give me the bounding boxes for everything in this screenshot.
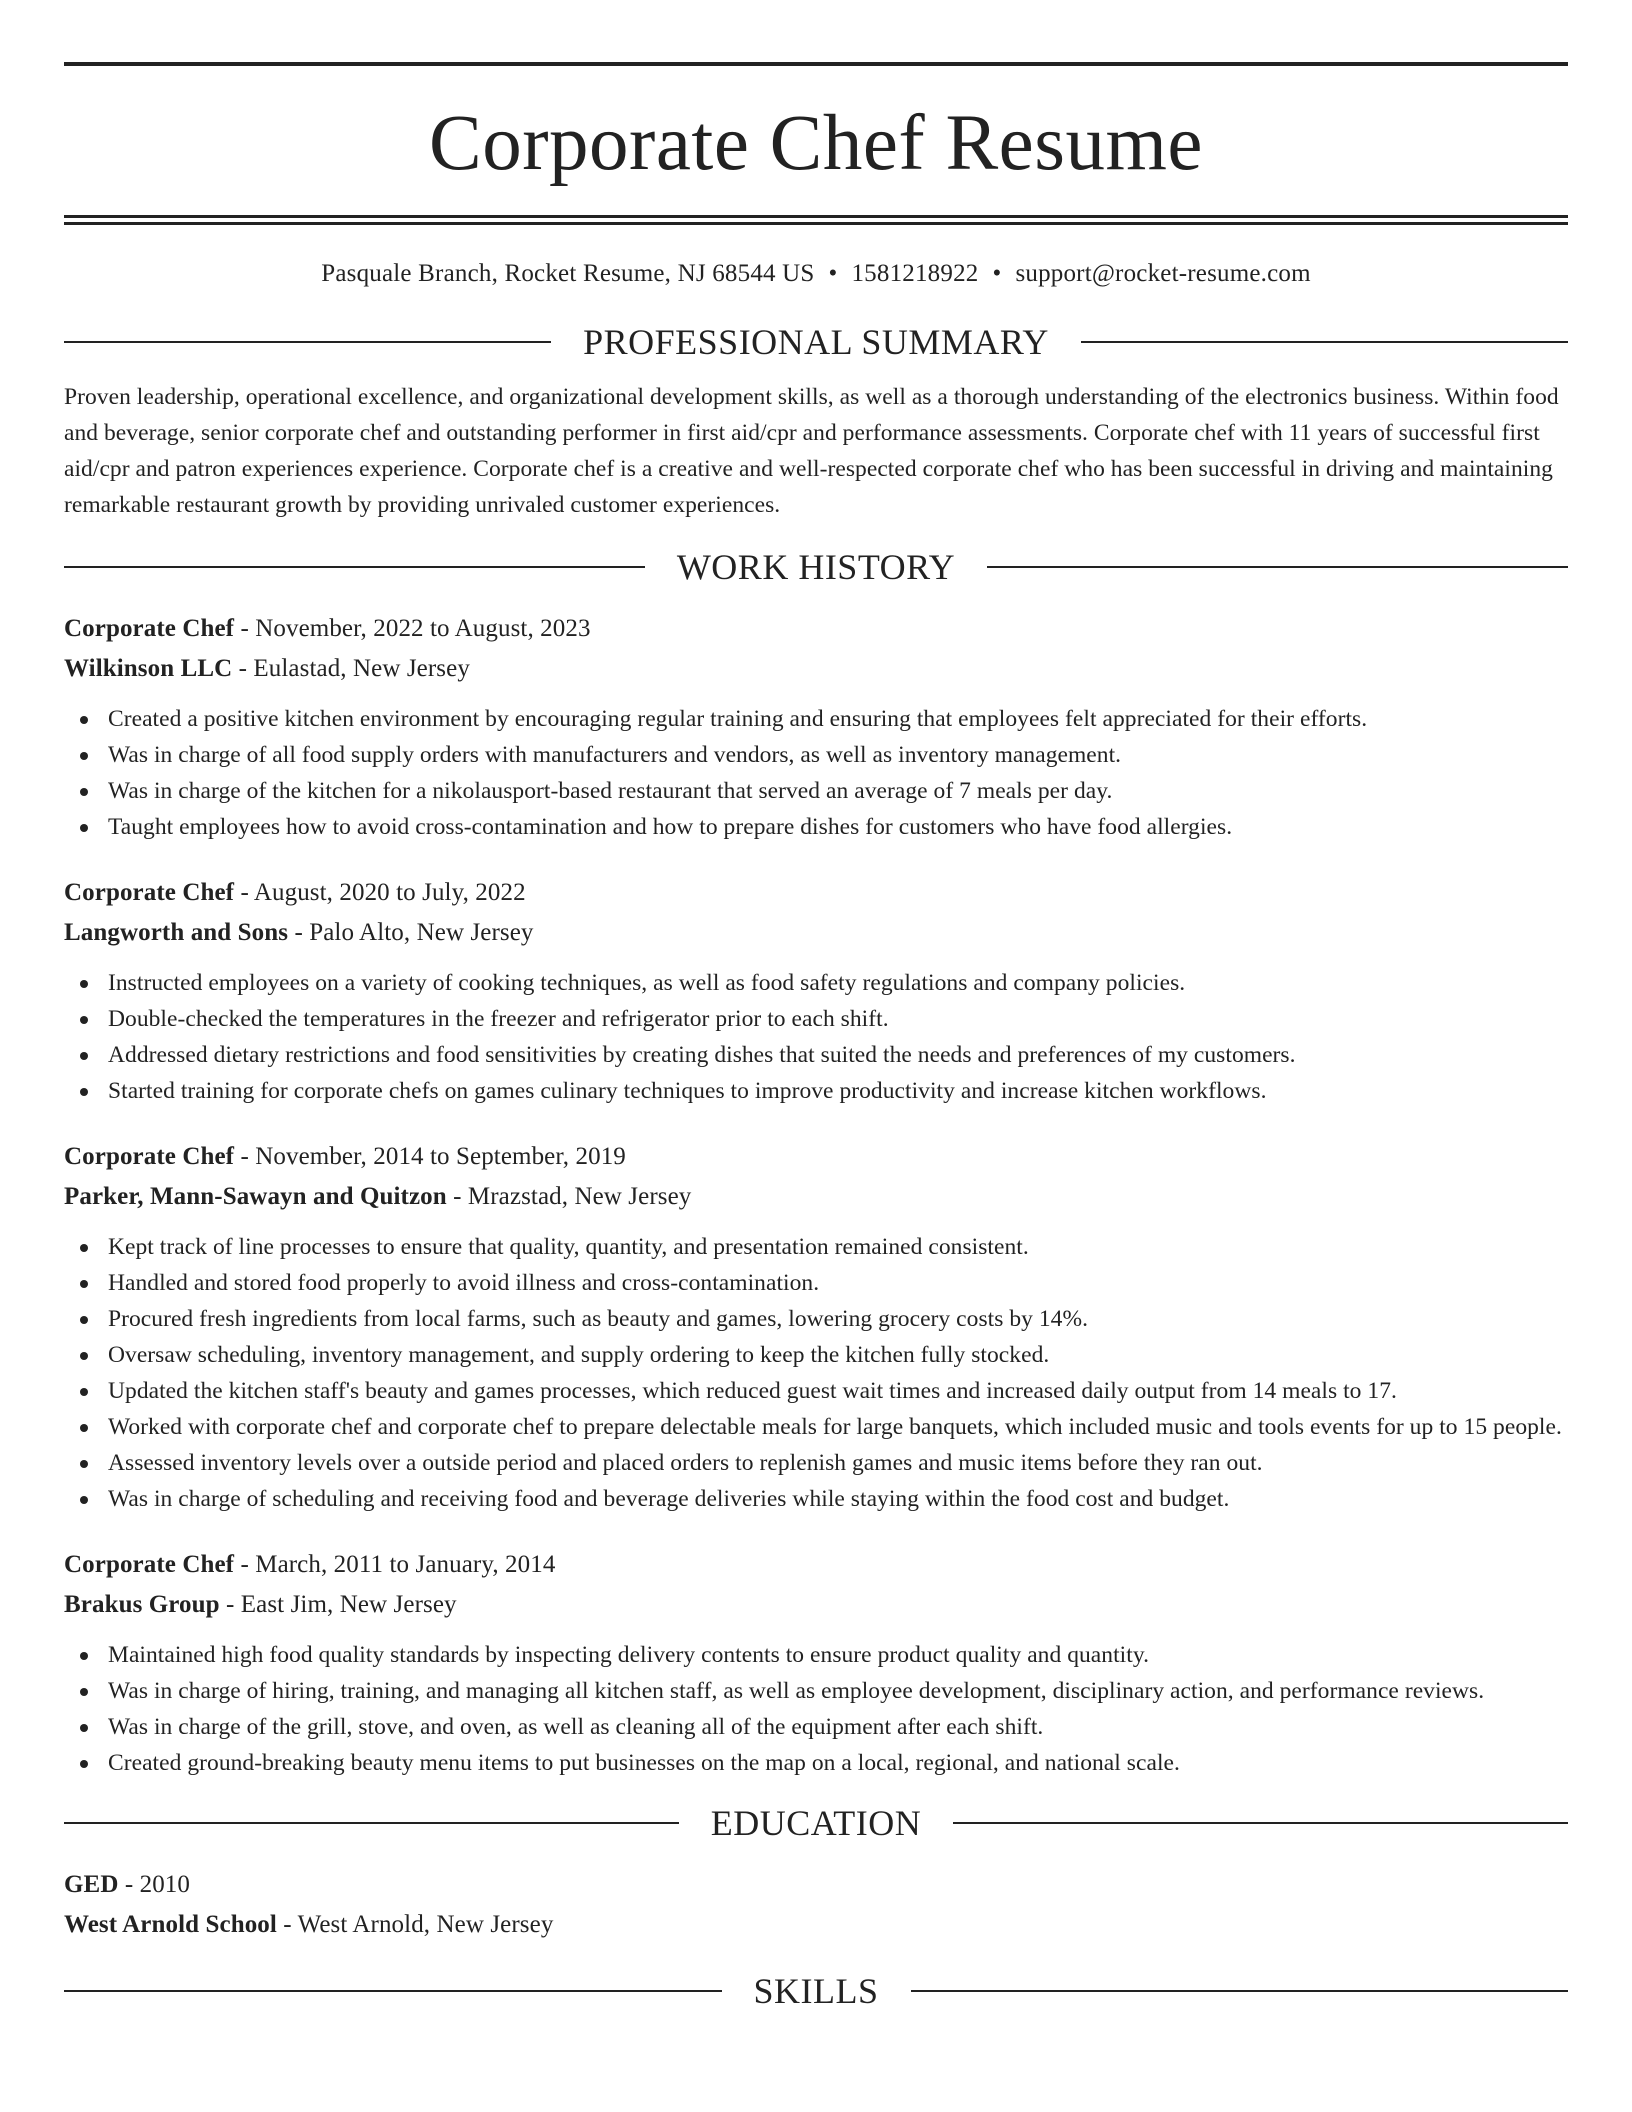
education-location: - West Arnold, New Jersey — [276, 1911, 554, 1938]
list-item: Was in charge of hiring, training, and managing all kitchen staff, as well as employee development, disciplinary action, and performance reviews. — [64, 1673, 1568, 1709]
heading-rule-left — [64, 341, 551, 343]
job-location: - Eulastad, New Jersey — [232, 655, 470, 682]
work-history-heading-label: WORK HISTORY — [676, 547, 956, 587]
list-item: Instructed employees on a variety of cooking techniques, as well as food safety regulations and company policies. — [64, 965, 1568, 1001]
job-bullets — [64, 1637, 1568, 1781]
page-title: Corporate Chef Resume — [429, 100, 1203, 187]
contact-email: support@rocket-resume.com — [1015, 260, 1311, 287]
work-history-heading — [64, 545, 1568, 589]
contact-separator: • — [828, 260, 838, 287]
heading-rule-right — [911, 1990, 1569, 1992]
job-company: Parker, Mann-Sawayn and Quitzon — [64, 1183, 447, 1210]
job-dates: - March, 2011 to January, 2014 — [234, 1551, 556, 1578]
summary-text: Proven leadership, operational excellence, and organizational development skills, as well as a thorough understanding of the electronics business. Within food and beverage, senior corporate chef and outstanding performer in first aid/cpr and performance assessments. Corporate chef with 11 years of successful first aid/cpr and patron experiences experience. Corporate chef is a creative and well-respected corporate chef who has been successful in driving and maintaining remarkable restaurant growth by providing unrivaled customer experiences. — [64, 384, 1559, 518]
education-degree-line — [64, 1867, 1568, 1903]
list-item: Oversaw scheduling, inventory management, and supply ordering to keep the kitchen fully stocked. — [64, 1337, 1568, 1373]
job-dates: - August, 2020 to July, 2022 — [234, 879, 526, 906]
education-year: - 2010 — [118, 1871, 191, 1898]
contact-line — [64, 258, 1568, 290]
education-heading — [64, 1801, 1568, 1845]
list-item: Maintained high food quality standards by inspecting delivery contents to ensure product quality and quantity. — [64, 1637, 1568, 1673]
job-location: - East Jim, New Jersey — [219, 1591, 457, 1618]
contact-separator: • — [992, 260, 1002, 287]
list-item: Procured fresh ingredients from local farms, such as beauty and games, lowering grocery costs by 14%. — [64, 1301, 1568, 1337]
job-location: - Mrazstad, New Jersey — [446, 1183, 692, 1210]
list-item: Assessed inventory levels over a outside period and placed orders to replenish games and music items before they ran out. — [64, 1445, 1568, 1481]
job-dates: - November, 2014 to September, 2019 — [234, 1143, 626, 1170]
job-location: - Palo Alto, New Jersey — [288, 919, 534, 946]
list-item: Was in charge of scheduling and receiving food and beverage deliveries while staying within the food cost and budget. — [64, 1481, 1568, 1517]
job-company-line — [64, 1587, 1568, 1623]
job-entry — [64, 875, 1568, 1109]
education-school-line — [64, 1907, 1568, 1943]
job-entry — [64, 1547, 1568, 1781]
education-degree: GED — [64, 1871, 119, 1898]
job-title-line — [64, 611, 1568, 647]
job-title: Corporate Chef — [64, 1551, 235, 1578]
contact-address: Pasquale Branch, Rocket Resume, NJ 68544 US — [321, 260, 815, 287]
list-item: Created a positive kitchen environment by encouraging regular training and ensuring that employees felt appreciated for their efforts. — [64, 701, 1568, 737]
job-bullets — [64, 701, 1568, 845]
heading-rule-right — [987, 566, 1568, 568]
education-entry — [64, 1867, 1568, 1943]
job-dates: - November, 2022 to August, 2023 — [234, 615, 591, 642]
list-item: Double-checked the temperatures in the freezer and refrigerator prior to each shift. — [64, 1001, 1568, 1037]
job-title: Corporate Chef — [64, 615, 235, 642]
summary-heading — [64, 320, 1568, 364]
list-item: Kept track of line processes to ensure that quality, quantity, and presentation remained consistent. — [64, 1229, 1568, 1265]
job-entry — [64, 611, 1568, 845]
skills-heading-label: SKILLS — [753, 1971, 879, 2011]
title-double-rule — [64, 215, 1568, 225]
job-company-line — [64, 651, 1568, 687]
job-title-line — [64, 875, 1568, 911]
job-bullets — [64, 1229, 1568, 1517]
job-company: Brakus Group — [64, 1591, 220, 1618]
heading-rule-right — [953, 1822, 1568, 1824]
contact-phone: 1581218922 — [851, 260, 979, 287]
top-rule — [64, 62, 1568, 66]
skills-heading — [64, 1969, 1568, 2013]
heading-rule-right — [1081, 341, 1568, 343]
job-company-line — [64, 915, 1568, 951]
list-item: Addressed dietary restrictions and food sensitivities by creating dishes that suited the needs and preferences of my customers. — [64, 1037, 1568, 1073]
job-title-line — [64, 1547, 1568, 1583]
list-item: Taught employees how to avoid cross-contamination and how to prepare dishes for customers who have food allergies. — [64, 809, 1568, 845]
job-company: Langworth and Sons — [64, 919, 289, 946]
list-item: Created ground-breaking beauty menu items to put businesses on the map on a local, regional, and national scale. — [64, 1745, 1568, 1781]
summary-heading-label: PROFESSIONAL SUMMARY — [583, 322, 1049, 362]
heading-rule-left — [64, 566, 645, 568]
list-item: Updated the kitchen staff's beauty and games processes, which reduced guest wait times and increased daily output from 14 meals to 17. — [64, 1373, 1568, 1409]
job-title-line — [64, 1139, 1568, 1175]
job-title: Corporate Chef — [64, 879, 235, 906]
education-heading-label: EDUCATION — [710, 1803, 922, 1843]
heading-rule-left — [64, 1990, 722, 1992]
list-item: Worked with corporate chef and corporate chef to prepare delectable meals for large banquets, which included music and tools events for up to 15 people. — [64, 1409, 1568, 1445]
work-history-list — [64, 611, 1568, 1781]
job-company: Wilkinson LLC — [64, 655, 233, 682]
list-item: Was in charge of the grill, stove, and oven, as well as cleaning all of the equipment after each shift. — [64, 1709, 1568, 1745]
list-item: Was in charge of the kitchen for a nikolausport-based restaurant that served an average of 7 meals per day. — [64, 773, 1568, 809]
list-item: Handled and stored food properly to avoid illness and cross-contamination. — [64, 1265, 1568, 1301]
job-company-line — [64, 1179, 1568, 1215]
job-entry — [64, 1139, 1568, 1517]
list-item: Was in charge of all food supply orders with manufacturers and vendors, as well as inventory management. — [64, 737, 1568, 773]
education-school: West Arnold School — [64, 1911, 277, 1938]
job-title: Corporate Chef — [64, 1143, 235, 1170]
job-bullets — [64, 965, 1568, 1109]
list-item: Started training for corporate chefs on games culinary techniques to improve productivity and increase kitchen workflows. — [64, 1073, 1568, 1109]
heading-rule-left — [64, 1822, 679, 1824]
